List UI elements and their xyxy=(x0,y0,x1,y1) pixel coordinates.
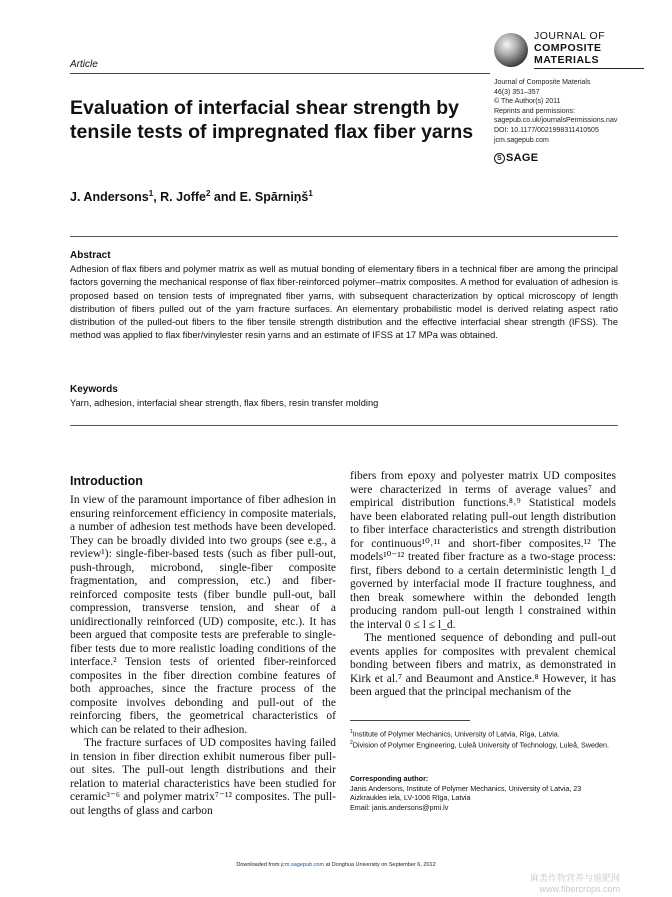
header-rule xyxy=(70,73,490,74)
sage-logo: S SAGE xyxy=(494,152,538,164)
footnote: $^2$Division of Polymer Engineering, Luleå University of Technology, Luleå, Sweden. xyxy=(350,739,610,750)
author-name: E. Spārniņš xyxy=(239,190,309,205)
corresponding-author-heading: Corresponding author: xyxy=(350,774,429,783)
watermark: 麻类作物营养与施肥网 www.fibercrops.com xyxy=(530,873,621,894)
body-paragraph: fibers from epoxy and polyester matrix UD composites were characterized in terms of average values⁷ and empirical distribution functions.⁸˒⁹ Statistical models have been elaborated relating pull-out length distribution to fiber interface characteristics and strength distribution for continuous¹⁰˒¹¹ and short-fiber composites.¹² The models¹⁰⁻¹² treated fiber fracture as a two-stage process: first, fibers debond to a certain deterministic length l_d governed by interfacial mode II fracture toughness, and then break somewhere within the debonded length producing random pull-out length l constrained within the interval 0 ≤ l ≤ l_d. xyxy=(350,470,616,631)
abstract-rule xyxy=(70,236,618,237)
keywords-rule xyxy=(70,425,618,426)
author-name: J. Andersons xyxy=(70,190,149,205)
copyright-circle-icon: S xyxy=(494,153,505,164)
article-type-label: Article xyxy=(70,59,98,70)
abstract-heading: Abstract xyxy=(70,250,111,261)
journal-url-link[interactable]: jcm.sagepub.com xyxy=(494,136,549,144)
footnote-rule xyxy=(350,720,470,721)
email-link[interactable]: Email: janis.andersons@pmi.lv xyxy=(350,802,449,812)
section-heading-introduction: Introduction xyxy=(70,474,143,488)
journal-logo-text: JOURNAL OF COMPOSITE MATERIALS xyxy=(534,30,606,66)
permissions-link[interactable]: sagepub.co.uk/journalsPermissions.nav xyxy=(494,117,618,125)
download-source-link[interactable]: jcm.sagepub.com xyxy=(280,862,325,868)
journal-logo xyxy=(494,30,644,74)
body-paragraph: The mentioned sequence of debonding and pull-out events applies for composites with prevalent chemical bonding between fibers and matrix, as demonstrated in Kirk et al.⁷ and Beaumont and Anstice.⁸ However, it has been argued that the principal mechanism of the xyxy=(350,632,616,698)
journal-logo-sphere-icon xyxy=(494,33,528,67)
body-left-column xyxy=(70,494,336,818)
abstract-text: Adhesion of flax fibers and polymer matrix as well as mutual bonding of elementary fibers in a technical fiber are among the principal factors governing the mechanical response of flax fiber-reinforced polymer–matrix composites. A method for evaluation of adhesion is proposed based on tension tests of impregnated fiber yarns, with subsequent characterization by optical microscopy of length distribution of fibers pulled out of the yarn fracture surfaces. An elementary probabilistic model is derived relating aspect ratio distribution of the pulled-out fibers to the fiber tensile strength distribution and the effective interfacial shear strength (IFSS). The method was applied to flax fiber/vinylester resin yarns and an estimate of IFSS at 17 MPa was obtained. xyxy=(70,264,618,341)
footnote: $^1$Institute of Polymer Mechanics, University of Latvia, Rīga, Latvia. xyxy=(350,729,560,739)
keywords-text: Yarn, adhesion, interfacial shear strength, flax fibers, resin transfer molding xyxy=(70,398,379,408)
author-list: J. Andersons$^1$, R. Joffe$^2$ and E. Spārniņš$^1$ xyxy=(70,189,313,205)
affiliation-footnotes xyxy=(350,728,618,750)
keywords-heading: Keywords xyxy=(70,384,118,395)
body-right-column xyxy=(350,470,616,700)
author-name: R. Joffe xyxy=(160,190,206,205)
journal-metadata: Journal of Composite Materials 46(3) 351–357 © The Author(s) 2011 Reprints and permissions: sagepub.co.uk/journalsPermissions.nav DOI: 10.1177/0021998311410505 jcm.sagepub.com xyxy=(494,79,618,144)
corresponding-author: Corresponding author: Janis Andersons, Institute of Polymer Mechanics, University of Latvia, 23 Aizkraukles iela, LV-1006 Rīga, Latvia Email: janis.andersons@pmi.lv xyxy=(350,774,618,812)
download-notice: Downloaded from jcm.sagepub.com at Donghua University on September 6, 2012 xyxy=(236,862,436,868)
body-paragraph: In view of the paramount importance of fiber adhesion in ensuring reinforcement efficiency in composite materials, a number of adhesion test methods have been developed. They can be broadly divided into two groups (see e.g., a review¹): single-fiber-based tests (such as fiber pull-out, push-through, microbond, single-fiber composite fragmentation, and compression, etc.) and fiber-reinforced composite tests (fiber bundle pull-out, ball compression, transverse tension, and shear of a unidirectionally reinforced (UD) composite, etc.). It has been argued that composite tests are preferable to single-fiber tests due to more realistic loading conditions of the interface.² Tension tests of oriented fiber-reinforced composites in the fiber direction combine features of both approaches, since the fracture process of the composite involves debonding and pull-out of the reinforcing fibers, the geometrical characteristics of which can be related to their adhesion. xyxy=(70,494,336,736)
paper-title: Evaluation of interfacial shear strength by tensile tests of impregnated flax fiber yarns xyxy=(70,97,474,143)
body-paragraph: The fracture surfaces of UD composites having failed in tension in fiber direction exhibit numerous fiber pull-out sites. The pull-out length distributions and their relation to material characteristics have been studied for ceramic³⁻⁶ and polymer matrix⁷⁻¹² composites. The pull-out lengths of glass and carbon xyxy=(70,737,336,817)
